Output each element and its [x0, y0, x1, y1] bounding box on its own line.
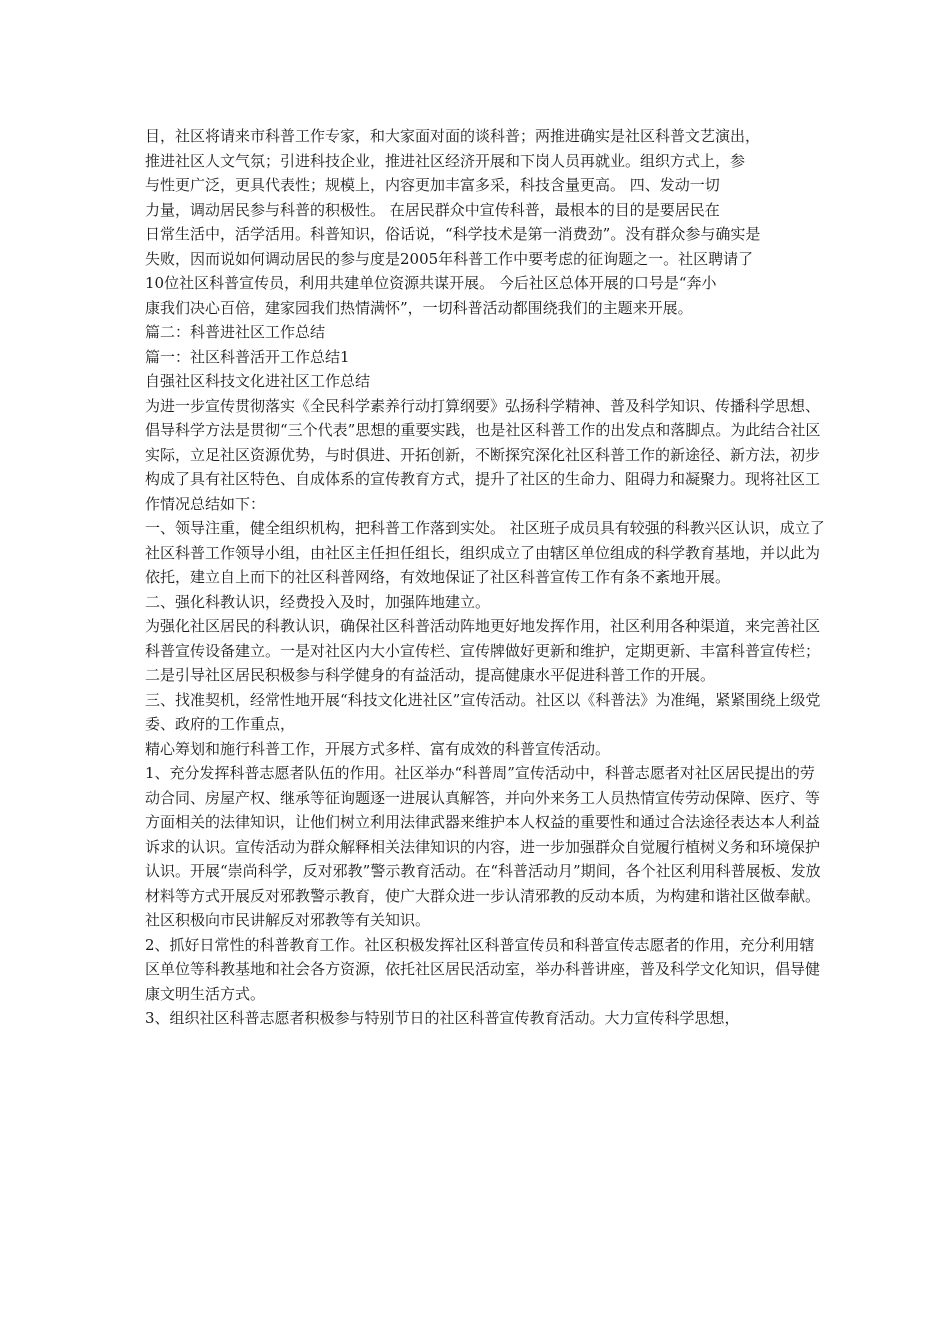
paragraph: 为强化社区居民的科教认识，确保社区科普活动阵地更好地发挥作用，社区利用各种渠道，来完善社区科普宣传设备建立。一是对社区内大小宣传栏、宣传牌做好更新和维护，定期更新、丰富科普宣传栏；二是引导社区居民积极参与科学健身的有益活动，提高健康水平促进科普工作的开展。 — [145, 617, 821, 684]
paragraph: 1、充分发挥科普志愿者队伍的作用。社区举办“科普周”宣传活动中，科普志愿者对社区居民提出的劳动合同、房屋产权、继承等征询题逐一进展认真解答，并向外来务工人员热情宣传劳动保障、医疗、等方面相关的法律知识，让他们树立利用法律武器来维护本人权益的重要性和通过合法途径表达本人利益诉求的认识。宣传活动为群众解释相关法律知识的内容，进一步加强群众自觉履行植树义务和环境保护认识。开展“崇尚科学，反对邪教”警示教育活动。在“科普活动月”期间，各个社区利用科普展板、发放材料等方式开展反对邪教警示教育，使广大群众进一步认清邪教的反动本质，为构建和谐社区做奉献。社区积极向市民讲解反对邪教等有关知识。 — [145, 764, 821, 929]
paragraph: 三、找准契机，经常性地开展“科技文化进社区”宣传活动。社区以《科普法》为准绳，紧紧围绕上级党委、政府的工作重点， — [145, 690, 821, 733]
paragraph: 二、强化科教认识，经费投入及时，加强阵地建立。 — [145, 592, 491, 611]
section-heading: 篇二：科普进社区工作总结 — [145, 323, 326, 341]
section-heading: 篇一：社区科普活开工作总结1 — [145, 347, 350, 366]
paragraph: 10位社区科普宣传员，利用共建单位资源共谋开展。 今后社区总体开展的口号是“奔小 — [145, 274, 717, 292]
paragraph: 目，社区将请来市科普工作专家，和大家面对面的谈科普；两推进确实是社区科普文艺演出， — [145, 127, 761, 145]
paragraph: 力量，调动居民参与科普的积极性。 在居民群众中宣传科普，最根本的目的是要居民在 — [145, 200, 720, 219]
paragraph: 康我们决心百倍，建家园我们热情满怀”，一切科普活动都围绕我们的主题来开展。 — [145, 298, 693, 317]
paragraph: 日常生活中，活学活用。科普知识，俗话说，“科学技术是第一消费劲”。没有群众参与确实是 — [145, 225, 761, 243]
paragraph: 失败，因而说如何调动居民的参与度是2005年科普工作中要考虑的征询题之一。社区聘请了 — [145, 249, 754, 268]
document-body — [145, 124, 825, 1031]
section-title: 自强社区科技文化进社区工作总结 — [145, 372, 371, 390]
paragraph: 与性更广泛，更具代表性；规模上，内容更加丰富多采，科技含量更高。 四、发动一切 — [145, 176, 720, 194]
paragraph: 精心筹划和施行科普工作，开展方式多样、富有成效的科普宣传活动。 — [145, 739, 611, 758]
paragraph: 2、抓好日常性的科普教育工作。社区积极发挥社区科普宣传员和科普宣传志愿者的作用，充分利用辖区单位等科教基地和社会各方资源，依托社区居民活动室，举办科普讲座，普及科学文化知识，倡导健康文明生活方式。 — [145, 935, 821, 1003]
paragraph: 推进社区人文气氛；引进科技企业，推进社区经济开展和下岗人员再就业。组织方式上，参 — [145, 151, 746, 170]
paragraph: 一、领导注重，健全组织机构，把科普工作落到实处。 社区班子成员具有较强的科教兴区认识，成立了社区科普工作领导小组，由社区主任担任组长，组织成立了由辖区单位组成的科学教育基地，并以此为依托，建立自上而下的社区科普网络，有效地保证了社区科普宣传工作有条不紊地开展。 — [145, 519, 825, 586]
paragraph: 为进一步宣传贯彻落实《全民科学素养行动打算纲要》弘扬科学精神、普及科学知识、传播科学思想、倡导科学方法是贯彻“三个代表”思想的重要实践，也是社区科普工作的出发点和落脚点。为此结合社区实际，立足社区资源优势，与时俱进、开拓创新，不断探究深化社区科普工作的新途径、新方法，初步构成了具有社区特色、自成体系的宣传教育方式，提升了社区的生命力、阻碍力和凝聚力。现将社区工作情况总结如下： — [145, 396, 821, 513]
paragraph: 3、组织社区科普志愿者积极参与特别节日的社区科普宣传教育活动。大力宣传科学思想， — [145, 1009, 740, 1027]
